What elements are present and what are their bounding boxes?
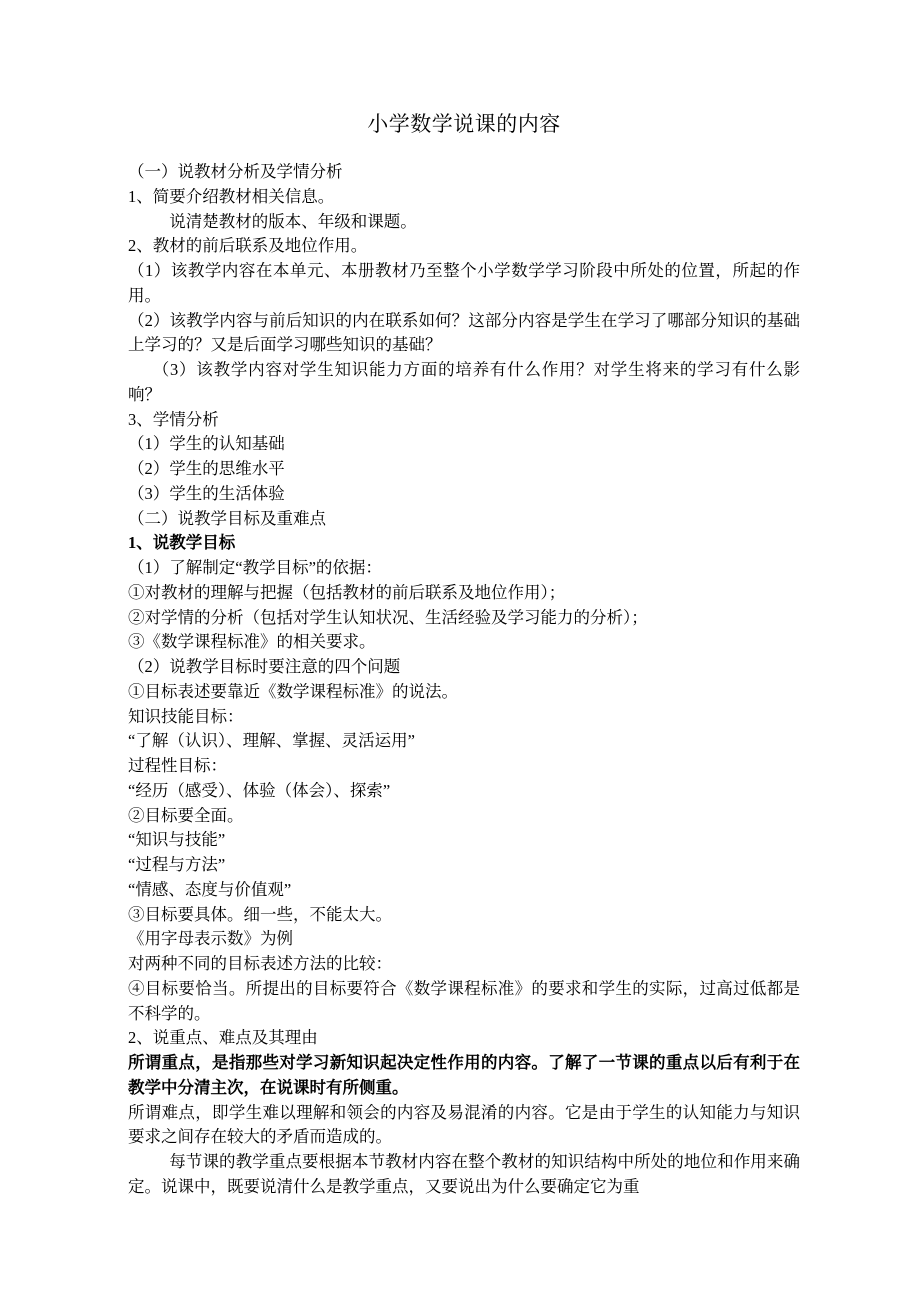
paragraph: “经历（感受）、体验（体会）、探索” [128,780,391,800]
page-title: 小学数学说课的内容 [367,112,561,136]
paragraph: （1）了解制定“教学目标”的依据： [128,558,382,577]
document-body [128,160,800,1200]
paragraph: （二）说教学目标及重难点 [128,508,326,528]
paragraph: ②对学情的分析（包括对学生认知状况、生活经验及学习能力的分析）； [128,607,648,627]
paragraph: 知识技能目标： [128,706,244,726]
paragraph: （3）学生的生活体验 [128,483,285,503]
paragraph: （2）该教学内容与前后知识的内在联系如何？这部分内容是学生在学习了哪部分知识的基础上学习的？又是后面学习哪些知识的基础？ [128,310,800,355]
paragraph: 对两种不同的目标表述方法的比较： [128,954,392,973]
paragraph: 1、说教学目标 [128,533,236,553]
paragraph: ④目标要恰当。所提出的目标要符合《数学课程标准》的要求和学生的实际，过高过低都是不科学的。 [128,978,800,1023]
paragraph: 2、教材的前后联系及地位作用。 [128,236,368,256]
paragraph: （2）说教学目标时要注意的四个问题 [128,657,401,676]
paragraph: （3）该教学内容对学生知识能力方面的培养有什么作用？对学生将来的学习有什么影响？ [128,360,800,404]
paragraph: ③《数学课程标准》的相关要求。 [128,632,376,652]
paragraph: “情感、态度与价值观” [128,879,292,899]
paragraph: （1）学生的认知基础 [128,434,285,454]
paragraph: 说清楚教材的版本、年级和课题。 [169,211,417,231]
paragraph: ①目标表述要靠近《数学课程标准》的说法。 [128,681,458,701]
paragraph: （2）学生的思维水平 [128,459,285,478]
paragraph: “过程与方法” [128,855,226,874]
paragraph: 2、说重点、难点及其理由 [128,1028,318,1048]
paragraph: 所谓难点，即学生难以理解和领会的内容及易混淆的内容。它是由于学生的认知能力与知识要求之间存在较大的矛盾而造成的。 [128,1102,800,1147]
paragraph: 所谓重点，是指那些对学习新知识起决定性作用的内容。了解了一节课的重点以后有利于在教学中分清主次，在说课时有所侧重。 [128,1053,800,1097]
paragraph: 每节课的教学重点要根据本节教材内容在整个教材的知识结构中所处的地位和作用来确定。说课中，既要说清什么是教学重点，又要说出为什么要确定它为重 [128,1152,800,1196]
paragraph: 1、简要介绍教材相关信息。 [128,186,335,206]
paragraph: 《用字母表示数》为例 [128,929,293,949]
paragraph: 3、学情分析 [128,409,219,429]
paragraph: ①对教材的理解与把握（包括教材的前后联系及地位作用）； [128,582,566,602]
paragraph: ②目标要全面。 [128,805,244,825]
paragraph: 过程性目标： [128,756,227,775]
paragraph: （一）说教材分析及学情分析 [128,162,343,181]
paragraph: “了解（认识）、理解、掌握、灵活运用” [128,731,415,751]
paragraph: “知识与技能” [128,830,226,850]
paragraph: ③目标要具体。细一些，不能太大。 [128,904,392,924]
paragraph: （1）该教学内容在本单元、本册教材乃至整个小学数学学习阶段中所处的位置，所起的作用。 [128,261,800,305]
